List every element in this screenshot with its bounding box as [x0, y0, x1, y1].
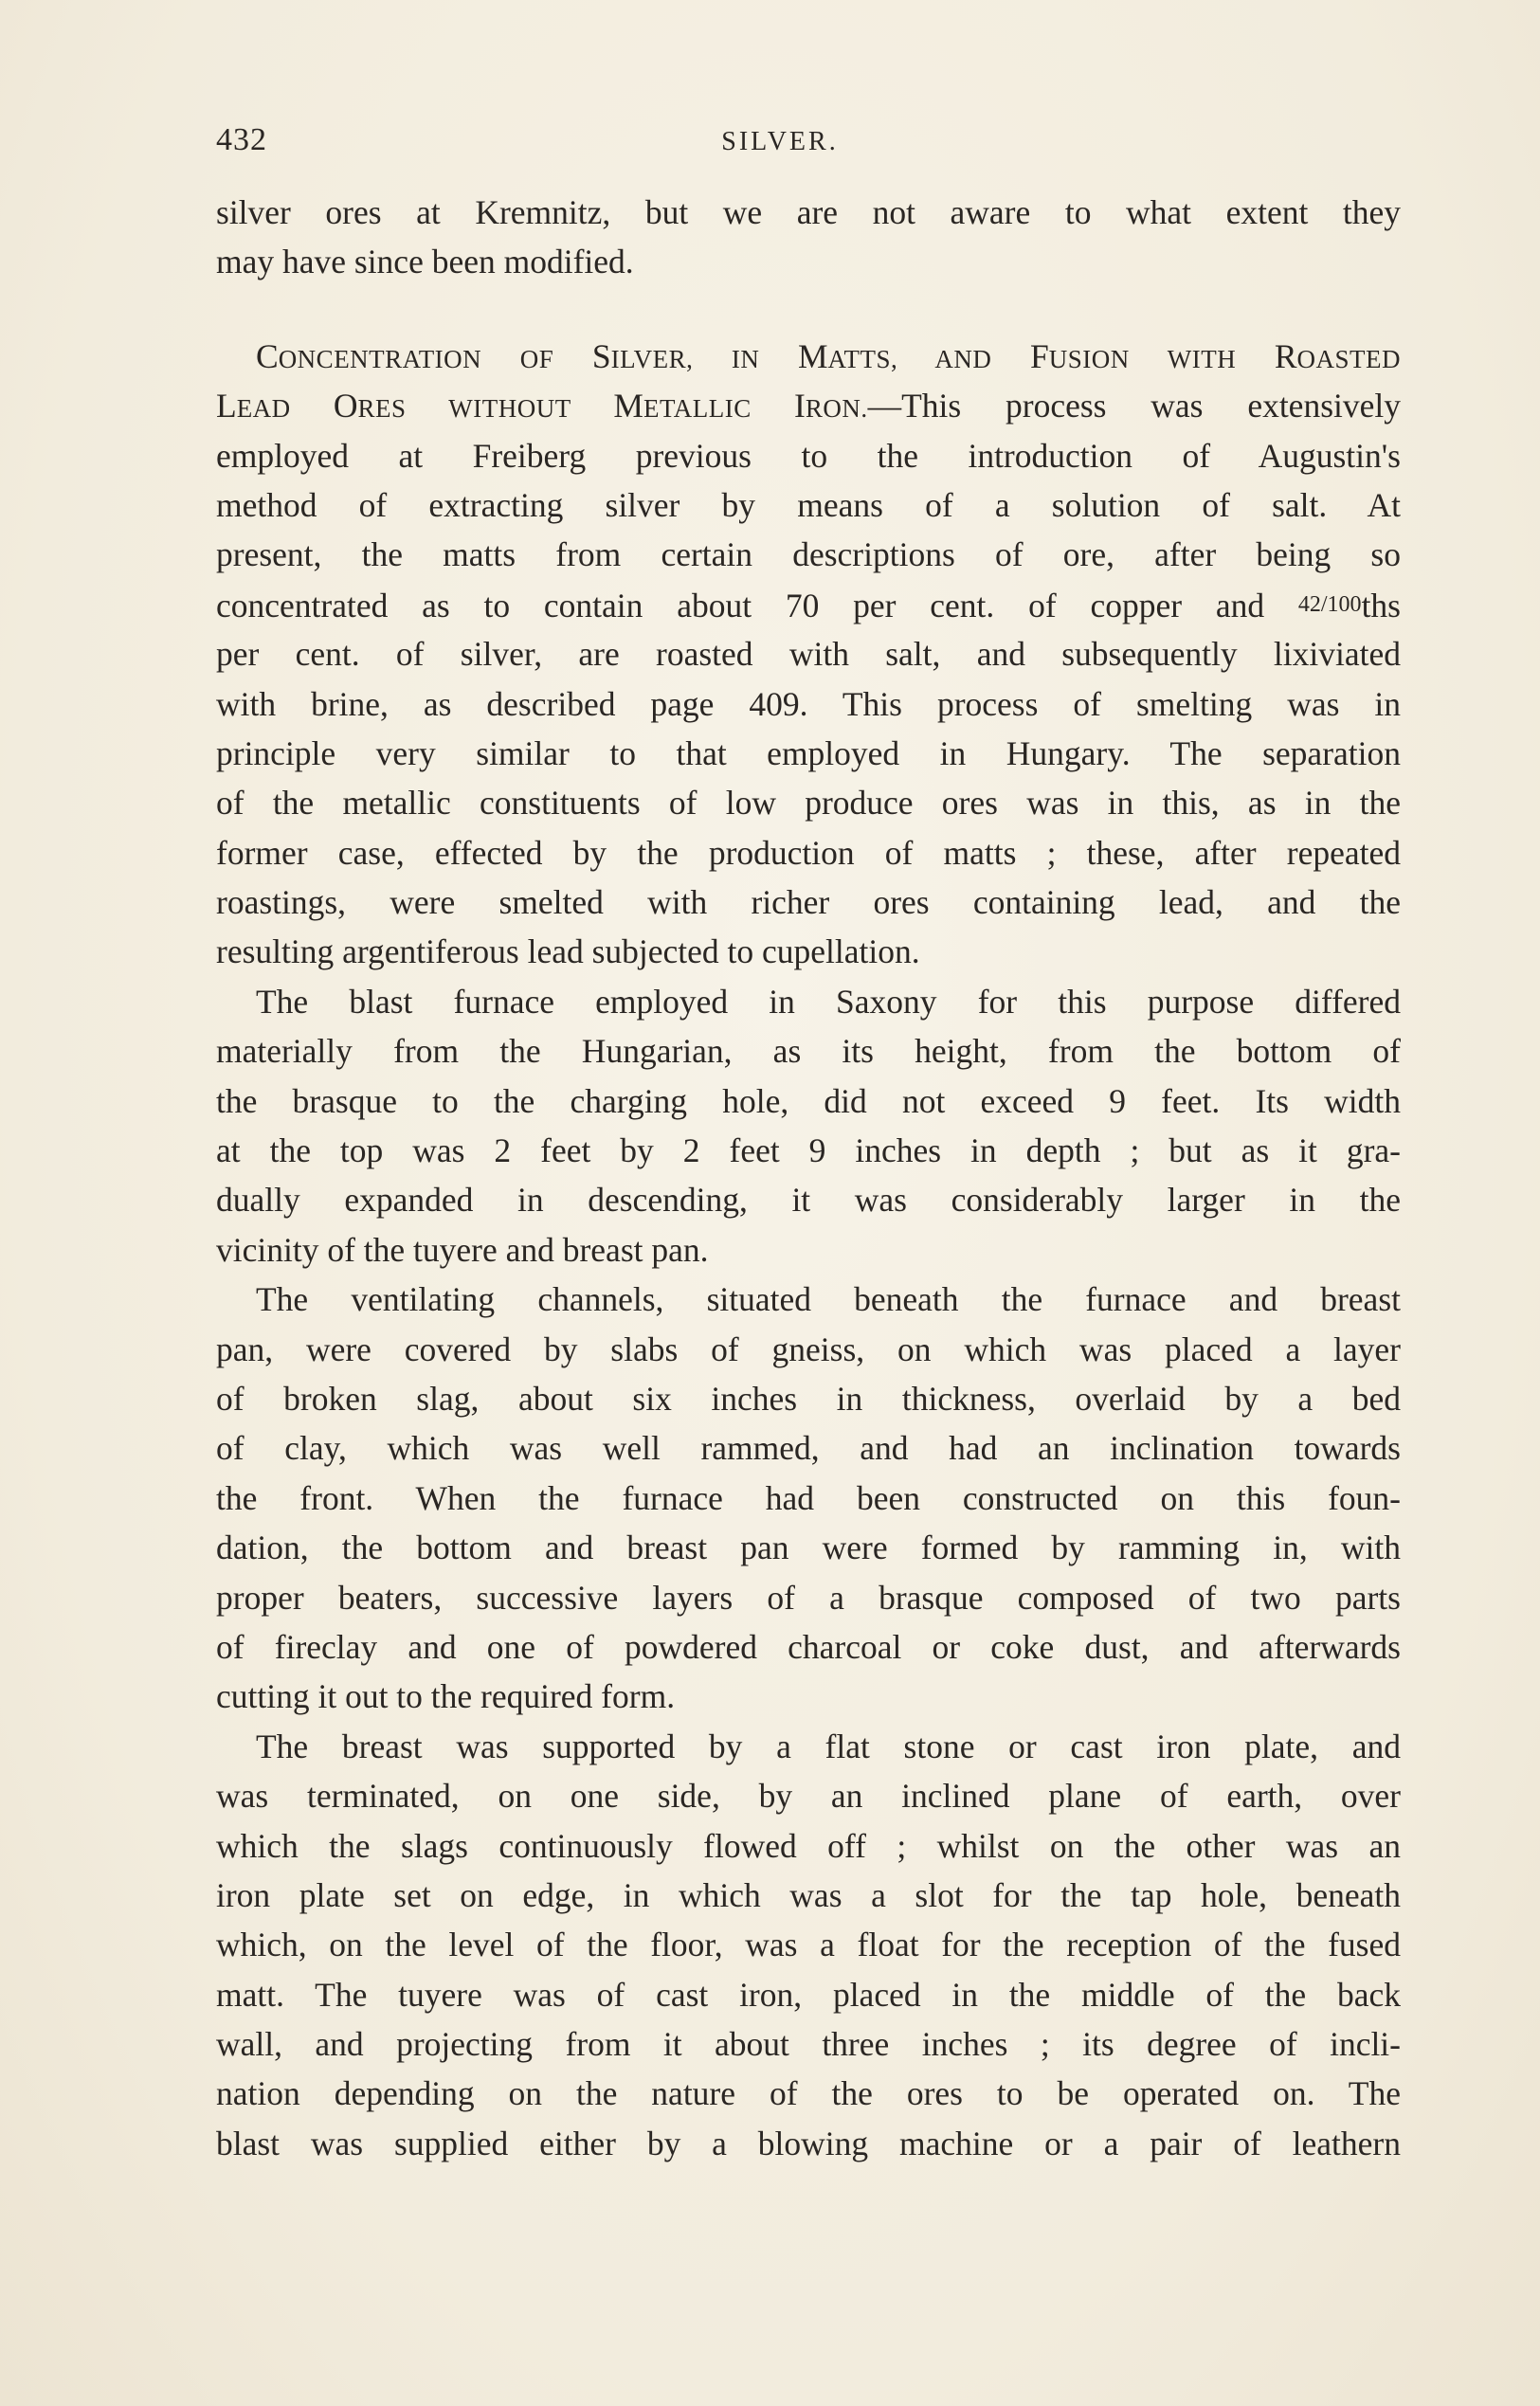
text-line: the front. When the furnace had been constructed on this foun-	[216, 1478, 1401, 1517]
text-line: pan, were covered by slabs of gneiss, on which was placed a layer	[216, 1330, 1401, 1368]
text-line: vicinity of the tuyere and breast pan.	[216, 1230, 709, 1269]
text-line: of broken slag, about six inches in thickness, overlaid by a bed	[216, 1379, 1401, 1418]
text-line: per cent. of silver, are roasted with salt, and subsequently lixiviated	[216, 635, 1401, 674]
text-line: blast was supplied either by a blowing machine or a pair of leathern	[216, 2124, 1401, 2162]
text-line: The breast was supported by a flat stone or cast iron plate, and	[256, 1727, 1401, 1765]
text-line: dation, the bottom and breast pan were formed by ramming in, with	[216, 1529, 1401, 1567]
fraction: 42/100	[1297, 591, 1362, 617]
text-line: of clay, which was well rammed, and had an inclination towards	[216, 1429, 1401, 1468]
text-line: principle very similar to that employed in Hungary. The separation	[216, 733, 1401, 772]
text-line-with-fraction: concentrated as to contain about 70 per cent. of copper and 42/100ths	[216, 586, 1401, 624]
text-line: The ventilating channels, situated beneath the furnace and breast	[256, 1280, 1401, 1319]
text-line: which, on the level of the floor, was a float for the reception of the fused	[216, 1926, 1401, 1964]
running-title: SILVER.	[721, 127, 839, 156]
text-line: cutting it out to the required form.	[216, 1677, 676, 1716]
section-heading-line: CONCENTRATION OF SILVER, IN MATTS, AND FUSION WITH ROASTED	[256, 336, 1402, 375]
text-line: was terminated, on one side, by an inclined plane of earth, over	[216, 1777, 1401, 1816]
text-line: may have since been modified.	[216, 243, 634, 281]
text-line: with brine, as described page 409. This process of smelting was in	[216, 684, 1401, 723]
text-line: proper beaters, successive layers of a brasque composed of two parts	[216, 1578, 1401, 1617]
paragraph-gap	[216, 287, 1401, 332]
text-line: present, the matts from certain descriptions of ore, after being so	[216, 535, 1401, 574]
text-line: nation depending on the nature of the ores to be operated on. The	[216, 2074, 1401, 2113]
text-line: resulting argentiferous lead subjected to cupellation.	[216, 932, 920, 971]
text-line: iron plate set on edge, in which was a slot for the tap hole, beneath	[216, 1875, 1401, 1914]
section-heading-line: LEAD ORES WITHOUT METALLIC IRON.—This process was extensively	[216, 387, 1401, 425]
text-line: of the metallic constituents of low produce ores was in this, as in the	[216, 784, 1401, 823]
text-line: matt. The tuyere was of cast iron, placed in the middle of the back	[216, 1975, 1401, 2014]
page-number: 432	[216, 122, 267, 157]
text-line: method of extracting silver by means of a solution of salt. At	[216, 485, 1401, 524]
text-line: materially from the Hungarian, as its height, from the bottom of	[216, 1032, 1401, 1071]
text-line: former case, effected by the production of matts ; these, after repeated	[216, 833, 1401, 872]
text-line: roastings, were smelted with richer ores containing lead, and the	[216, 883, 1401, 922]
text-line: silver ores at Kremnitz, but we are not aware to what extent they	[216, 193, 1401, 231]
text-line: employed at Freiberg previous to the introduction of Augustin's	[216, 436, 1401, 475]
text-line: The blast furnace employed in Saxony for this purpose differed	[256, 982, 1401, 1021]
text-line: of fireclay and one of powdered charcoal or coke dust, and afterwards	[216, 1627, 1401, 1666]
text-line: wall, and projecting from it about three inches ; its degree of incli-	[216, 2025, 1401, 2064]
body-text	[216, 188, 1401, 2168]
text-line: dually expanded in descending, it was considerably larger in the	[216, 1181, 1401, 1220]
text-line: at the top was 2 feet by 2 feet 9 inches in depth ; but as it gra-	[216, 1131, 1401, 1170]
page-header	[216, 121, 1401, 159]
text-line: which the slags continuously flowed off ; whilst on the other was an	[216, 1826, 1401, 1865]
text-line: the brasque to the charging hole, did not exceed 9 feet. Its width	[216, 1081, 1401, 1120]
